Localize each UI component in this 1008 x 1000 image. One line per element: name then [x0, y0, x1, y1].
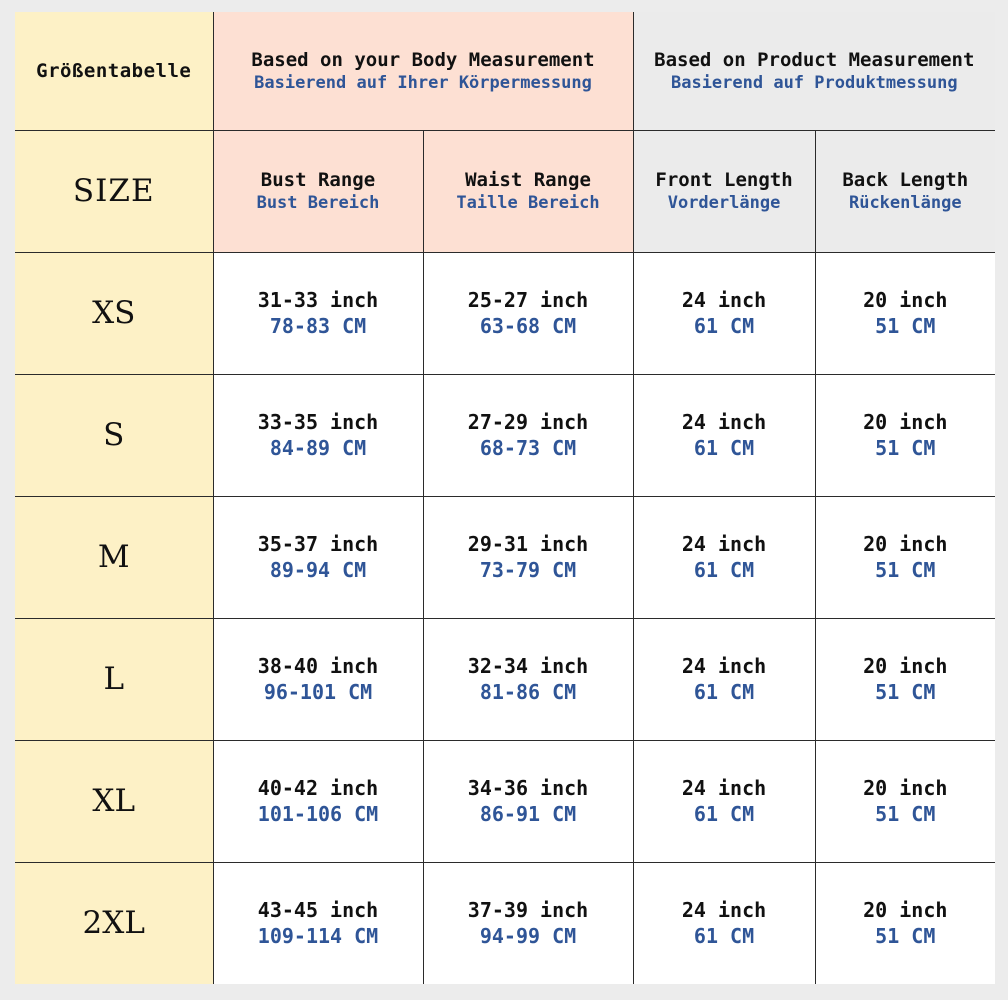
bust-cell: [213, 496, 423, 618]
size-label: XS: [15, 252, 213, 374]
front-cell: [633, 496, 815, 618]
back-cm-value: 51 CM: [875, 924, 936, 949]
front-cm-value: 61 CM: [693, 802, 755, 826]
front-cell: [633, 374, 815, 496]
front-header-en: Front Length: [655, 169, 793, 191]
back-cell: [815, 740, 995, 862]
front-inch-value: 24 inch: [681, 654, 767, 678]
front-cm-value: 61 CM: [693, 436, 755, 460]
bust-cell: [213, 862, 423, 984]
back-cell: [815, 862, 995, 984]
back-cm-value: 51 CM: [875, 436, 936, 460]
waist-cm-value: 68-73 CM: [479, 436, 577, 460]
back-cell: [815, 618, 995, 740]
bust-cm-value: 101-106 CM: [257, 802, 379, 826]
table-row: [15, 740, 995, 862]
product-measurement-group-header: [633, 12, 995, 130]
front-inch-value: 24 inch: [681, 410, 767, 434]
size-label: S: [15, 374, 213, 496]
front-cell: [633, 618, 815, 740]
size-label: L: [15, 618, 213, 740]
back-inch-value: 20 inch: [863, 654, 948, 678]
back-inch-value: 20 inch: [863, 532, 948, 556]
column-header-row: [15, 130, 995, 252]
front-cm-value: 61 CM: [693, 558, 755, 582]
bust-inch-value: 35-37 inch: [257, 532, 379, 556]
waist-cell: [423, 862, 633, 984]
waist-inch-value: 25-27 inch: [467, 288, 589, 312]
bust-cm-value: 109-114 CM: [257, 924, 379, 949]
bust-cell: [213, 374, 423, 496]
waist-cm-value: 81-86 CM: [479, 680, 577, 704]
size-label: XL: [15, 740, 213, 862]
table-row: [15, 618, 995, 740]
body-measurement-group-header: [213, 12, 633, 130]
body-group-title-de: Basierend auf Ihrer Körpermessung: [254, 72, 592, 93]
front-header-de: Vorderlänge: [667, 193, 781, 213]
waist-column-header: [423, 130, 633, 252]
bust-column-header: [213, 130, 423, 252]
bust-inch-value: 31-33 inch: [257, 288, 379, 312]
back-inch-value: 20 inch: [863, 288, 948, 312]
front-cell: [633, 862, 815, 984]
waist-inch-value: 32-34 inch: [467, 654, 589, 678]
waist-cm-value: 86-91 CM: [479, 802, 577, 826]
bust-header-en: Bust Range: [260, 169, 376, 191]
back-header-de: Rückenlänge: [848, 193, 962, 213]
bust-inch-value: 40-42 inch: [257, 776, 379, 800]
front-inch-value: 24 inch: [681, 898, 767, 923]
back-cm-value: 51 CM: [875, 680, 936, 704]
back-inch-value: 20 inch: [863, 410, 948, 434]
back-cell: [815, 496, 995, 618]
back-inch-value: 20 inch: [863, 898, 948, 923]
waist-inch-value: 34-36 inch: [467, 776, 589, 800]
front-cell: [633, 252, 815, 374]
bust-cell: [213, 252, 423, 374]
bust-inch-value: 38-40 inch: [257, 654, 379, 678]
back-cm-value: 51 CM: [875, 802, 936, 826]
waist-cm-value: 73-79 CM: [479, 558, 577, 582]
waist-header-en: Waist Range: [465, 169, 591, 191]
front-cm-value: 61 CM: [693, 314, 755, 338]
waist-cell: [423, 740, 633, 862]
waist-cell: [423, 496, 633, 618]
table-row: [15, 862, 995, 984]
waist-cm-value: 94-99 CM: [479, 924, 577, 949]
bust-cm-value: 96-101 CM: [263, 680, 373, 704]
waist-inch-value: 27-29 inch: [467, 410, 589, 434]
bust-inch-value: 33-35 inch: [257, 410, 379, 434]
product-group-title-de: Basierend auf Produktmessung: [670, 72, 958, 93]
chart-title: Größentabelle: [15, 12, 213, 130]
size-column-header: SIZE: [15, 130, 213, 252]
body-group-title-en: Based on your Body Measurement: [251, 48, 595, 71]
back-length-column-header: [815, 130, 995, 252]
back-inch-value: 20 inch: [863, 776, 948, 800]
size-label: M: [15, 496, 213, 618]
back-cell: [815, 374, 995, 496]
back-cm-value: 51 CM: [875, 558, 936, 582]
waist-inch-value: 37-39 inch: [467, 898, 589, 923]
bust-cell: [213, 618, 423, 740]
table-row: [15, 496, 995, 618]
front-cm-value: 61 CM: [693, 680, 755, 704]
bust-cm-value: 78-83 CM: [269, 314, 367, 338]
size-chart-table: [15, 12, 995, 984]
group-header-row: [15, 12, 995, 130]
bust-cm-value: 89-94 CM: [269, 558, 367, 582]
bust-header-de: Bust Bereich: [256, 193, 380, 213]
waist-cell: [423, 374, 633, 496]
front-cm-value: 61 CM: [693, 924, 755, 949]
front-inch-value: 24 inch: [681, 532, 767, 556]
waist-header-de: Taille Bereich: [456, 193, 600, 213]
back-cell: [815, 252, 995, 374]
front-cell: [633, 740, 815, 862]
product-group-title-en: Based on Product Measurement: [654, 48, 975, 71]
waist-inch-value: 29-31 inch: [467, 532, 589, 556]
bust-cell: [213, 740, 423, 862]
table-row: [15, 252, 995, 374]
front-inch-value: 24 inch: [681, 776, 767, 800]
waist-cell: [423, 618, 633, 740]
back-cm-value: 51 CM: [875, 314, 936, 338]
table-row: [15, 374, 995, 496]
bust-inch-value: 43-45 inch: [257, 898, 379, 923]
bust-cm-value: 84-89 CM: [269, 436, 367, 460]
waist-cell: [423, 252, 633, 374]
waist-cm-value: 63-68 CM: [479, 314, 577, 338]
front-inch-value: 24 inch: [681, 288, 767, 312]
back-header-en: Back Length: [842, 169, 969, 191]
front-length-column-header: [633, 130, 815, 252]
size-label: 2XL: [15, 862, 213, 984]
